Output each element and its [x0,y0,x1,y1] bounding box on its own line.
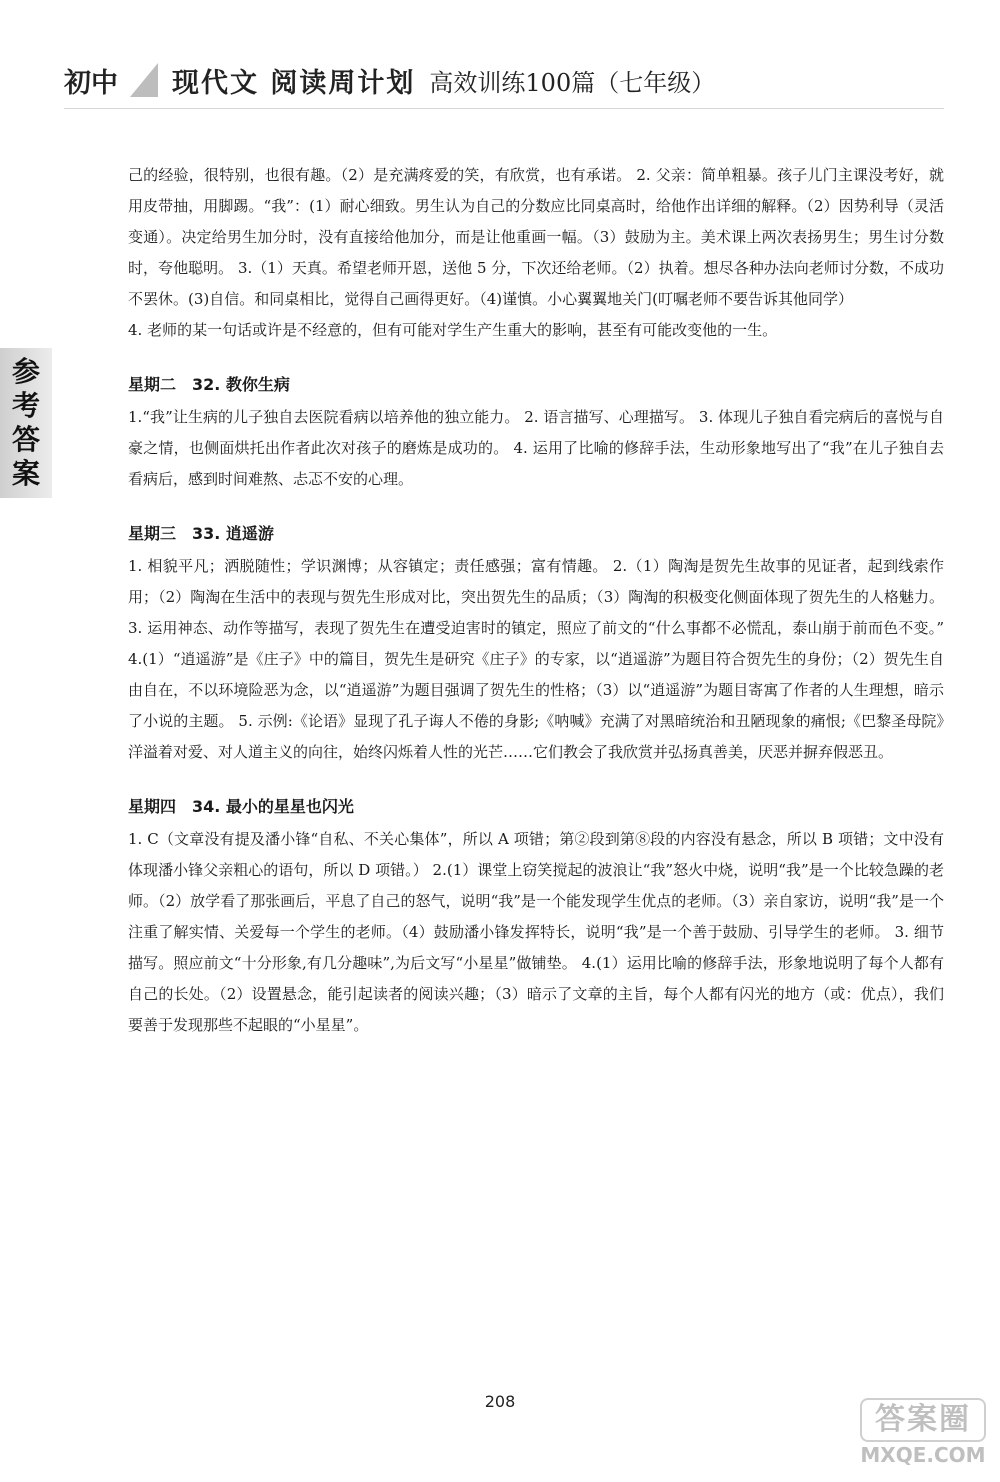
section-title-tuesday: 星期二 32. 教你生病 [128,375,290,394]
section-body-thursday: 1. C（文章没有提及潘小锋“自私、不关心集体”，所以 A 项错；第②段到第⑧段的内容没有悬念，所以 B 项错；文中没有体现潘小锋父亲粗心的语句，所以 D 项错。） 2.(1）课堂上窃笑搅起的波浪让“我”怒火中烧，说明“我”是一个比较急躁的老师。（2）放学看了那张画后，平息了自己的怒气，说明“我”是一个能发现学生优点的老师。（3）亲自家访，说明“我”是一个注重了解实情、关爱每一个学生的老师。（4）鼓励潘小锋发挥特长，说明“我”是一个善于鼓励、引导学生的老师。 3. 细节描写。照应前文“十分形象,有几分趣味”,为后文写“小星星”做铺垫。 4.(1）运用比喻的修辞手法，形象地说明了每个人都有自己的长处。（2）设置悬念，能引起读者的阅读兴趣；（3）暗示了文章的主旨，每个人都有闪光的地方（或：优点），我们要善于发现那些不起眼的“小星星”。 [128,830,944,1034]
header-subtitle: 高效训练100篇（七年级） [429,68,716,97]
side-tab-char: 答 [11,423,40,456]
side-tab-char: 考 [11,389,40,422]
header-level: 初中 [64,67,118,99]
side-tab-char: 参 [11,355,40,388]
section-body-wednesday: 1. 相貌平凡；洒脱随性；学识渊博；从容镇定；责任感强；富有情趣。 2.（1）陶淘是贺先生故事的见证者，起到线索作用；（2）陶淘在生活中的表现与贺先生形成对比，突出贺先生的品质；（3）陶淘的积极变化侧面体现了贺先生的人格魅力。 3. 运用神态、动作等描写，表现了贺先生在遭受迫害时的镇定，照应了前文的“什么事都不必慌乱，泰山崩于前而色不变。” 4.(1）“逍遥游”是《庄子》中的篇目，贺先生是研究《庄子》的专家，以“逍遥游”为题目符合贺先生的身份；（2）贺先生自由自在，不以环境险恶为念，以“逍遥游”为题目强调了贺先生的性格；（3）以“逍遥游”为题目寄寓了作者的人生理想，暗示了小说的主题。 5. 示例:《论语》显现了孔子诲人不倦的身影;《呐喊》充满了对黑暗统治和丑陋现象的痛恨;《巴黎圣母院》洋溢着对爱、对人道主义的向往，始终闪烁着人性的光芒……它们教会了我欣赏并弘扬真善美，厌恶并摒弃假恶丑。 [128,557,944,761]
header-series-title: 现代文 阅读周计划 [172,67,416,99]
section-title-wednesday: 星期三 33. 逍遥游 [128,524,274,543]
side-tab-char: 案 [11,457,40,490]
watermark-logo [860,1398,986,1468]
intro-paragraph: 己的经验，很特别，也很有趣。（2）是充满疼爱的笑，有欣赏，也有承诺。 2. 父亲：简单粗暴。孩子儿门主课没考好，就用皮带抽，用脚踢。“我”：(1）耐心细致。男生认为自己的分数应比同桌高时，给他作出详细的解释。（2）因势利导（灵活变通）。决定给男生加分时，没有直接给他加分，而是让他重画一幅。（3）鼓励为主。美术课上两次表扬男生；男生讨分数时，夸他聪明。 3.（1）天真。希望老师开恩，送他 5 分，下次还给老师。（2）执着。想尽各种办法向老师讨分数，不成功不罢休。(3)自信。和同桌相比，觉得自己画得更好。（4)谨慎。小心翼翼地关门(叮嘱老师不要告诉其他同学） [128,166,944,308]
answer-content [128,160,944,1041]
header-triangle-icon [130,63,158,97]
section-title-thursday: 星期四 34. 最小的星星也闪光 [128,797,354,816]
running-header [64,58,944,102]
watermark-text-en: MXQE.COM [860,1443,986,1467]
header-divider [64,108,944,109]
side-tab-answers [0,348,52,498]
section-body-tuesday: 1.“我”让生病的儿子独自去医院看病以培养他的独立能力。 2. 语言描写、心理描写。 3. 体现儿子独自看完病后的喜悦与自豪之情，也侧面烘托出作者此次对孩子的磨炼是成功的。 4. 运用了比喻的修辞手法，生动形象地写出了“我”在儿子独自去看病后，感到时间难熬、忐忑不安的心理。 [128,408,944,488]
intro-paragraph: 4. 老师的某一句话或许是不经意的，但有可能对学生产生重大的影响，甚至有可能改变他的一生。 [128,321,778,339]
watermark-text-cn: 答案圈 [860,1398,986,1442]
page-number: 208 [484,1392,516,1411]
